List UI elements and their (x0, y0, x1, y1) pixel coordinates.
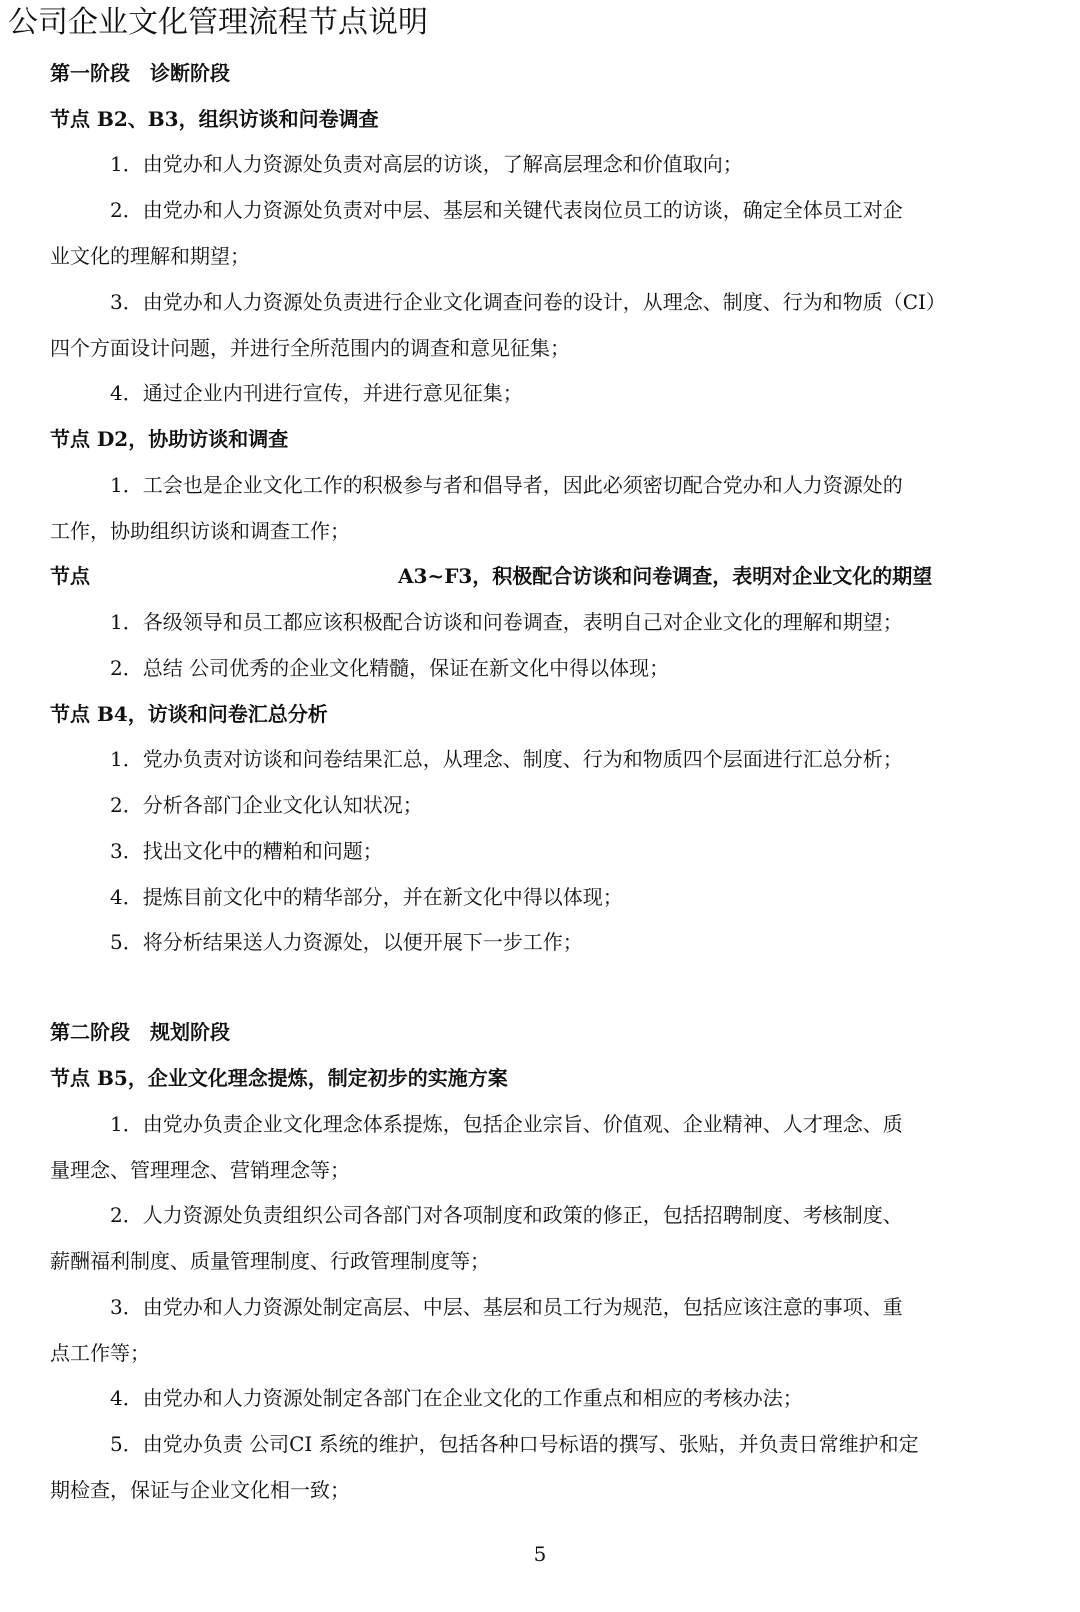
list-item: 5．将分析结果送人力资源处，以便开展下一步工作； (110, 930, 583, 954)
node-b5-heading: 节点 B5，企业文化理念提炼，制定初步的实施方案 (50, 1066, 508, 1090)
list-item: 1．由党办负责企业文化理念体系提炼，包括企业宗旨、价值观、企业精神、人才理念、质 (110, 1112, 903, 1136)
stage-2-heading: 第二阶段 规划阶段 (50, 1020, 230, 1044)
stage-1-heading: 第一阶段 诊断阶段 (50, 61, 230, 85)
list-item: 2．人力资源处负责组织公司各部门对各项制度和政策的修正，包括招聘制度、考核制度、 (110, 1203, 903, 1227)
list-item-continuation: 期检查，保证与企业文化相一致； (50, 1478, 350, 1502)
list-item: 4．提炼目前文化中的精华部分，并在新文化中得以体现； (110, 885, 623, 909)
node-d2-heading: 节点 D2，协助访谈和调查 (50, 427, 289, 451)
list-item: 3．找出文化中的糟粕和问题； (110, 839, 383, 863)
list-item: 2．由党办和人力资源处负责对中层、基层和关键代表岗位员工的访谈，确定全体员工对企 (110, 198, 903, 222)
list-item: 5．由党办负责 公司CI 系统的维护，包括各种口号标语的撰写、张贴，并负责日常维护和定 (110, 1432, 919, 1456)
list-item: 3．由党办和人力资源处负责进行企业文化调查问卷的设计，从理念、制度、行为和物质（CI） (110, 290, 946, 314)
node-a3-f3-heading: A3~F3，积极配合访谈和问卷调查，表明对企业文化的期望 (398, 564, 933, 588)
document-title: 公司企业文化管理流程节点说明 (8, 5, 428, 40)
list-item: 1．党办负责对访谈和问卷结果汇总，从理念、制度、行为和物质四个层面进行汇总分析； (110, 747, 903, 771)
list-item-continuation: 点工作等； (50, 1341, 150, 1365)
list-item-continuation: 量理念、管理理念、营销理念等； (50, 1158, 350, 1182)
list-item-continuation: 薪酬福利制度、质量管理制度、行政管理制度等； (50, 1249, 490, 1273)
list-item-continuation: 工作，协助组织访谈和调查工作； (50, 519, 350, 543)
node-a3-f3-heading-label: 节点 (50, 564, 90, 588)
list-item: 4．通过企业内刊进行宣传，并进行意见征集； (110, 381, 523, 405)
list-item: 2．总结 公司优秀的企业文化精髓，保证在新文化中得以体现； (110, 656, 670, 680)
node-b4-heading: 节点 B4，访谈和问卷汇总分析 (50, 702, 328, 726)
list-item: 1．工会也是企业文化工作的积极参与者和倡导者，因此必须密切配合党办和人力资源处的 (110, 473, 903, 497)
list-item: 2．分析各部门企业文化认知状况； (110, 793, 423, 817)
page-number: 5 (533, 1542, 547, 1566)
list-item: 1．各级领导和员工都应该积极配合访谈和问卷调查，表明自己对企业文化的理解和期望； (110, 610, 903, 634)
list-item: 3．由党办和人力资源处制定高层、中层、基层和员工行为规范，包括应该注意的事项、重 (110, 1295, 903, 1319)
list-item: 4．由党办和人力资源处制定各部门在企业文化的工作重点和相应的考核办法； (110, 1386, 803, 1410)
list-item: 1．由党办和人力资源处负责对高层的访谈，了解高层理念和价值取向； (110, 152, 743, 176)
list-item-continuation: 业文化的理解和期望； (50, 244, 250, 268)
node-b2-b3-heading: 节点 B2、B3，组织访谈和问卷调查 (50, 107, 379, 131)
list-item-continuation: 四个方面设计问题，并进行全所范围内的调查和意见征集； (50, 336, 570, 360)
